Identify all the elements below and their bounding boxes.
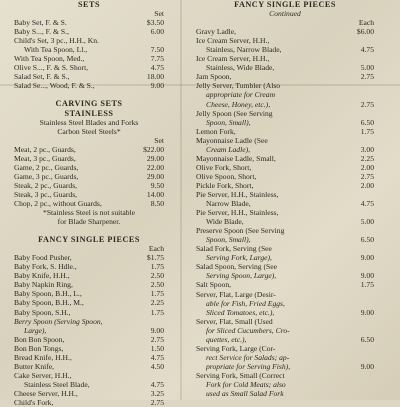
item-name: Baby Food Pusher,: [14, 253, 72, 263]
item-price: [160, 36, 164, 45]
item-name: Cake Server, H.H.,: [14, 370, 72, 380]
item-name: Server, Flat, Small (Used: [196, 316, 273, 326]
item-name: propriate for Serving Fish),: [206, 361, 291, 371]
item-price: 1.75: [360, 126, 374, 136]
item-name: Baby Spoon, B.H., M.,: [14, 298, 84, 308]
list-item: [196, 290, 374, 299]
item-price: [370, 136, 374, 145]
item-price: 2.75: [360, 99, 374, 109]
list-item: [196, 353, 374, 362]
item-price: [370, 81, 374, 90]
item-price: 9.50: [150, 180, 164, 190]
item-price: 2.50: [150, 271, 164, 281]
list-item: [196, 90, 374, 99]
item-name: Olive S..., F. & S. Short,: [14, 63, 89, 73]
item-price: [160, 371, 164, 380]
item-price: 3.00: [360, 144, 374, 154]
item-name: Lemon Fork,: [196, 126, 236, 136]
list-item: [196, 163, 374, 172]
sets-unit-label: Set: [154, 9, 164, 19]
item-name: Olive Spoon, Short,: [196, 171, 257, 181]
item-name: Game, 3 pc., Guards,: [14, 171, 79, 181]
item-name: rect Service for Salads; ap-: [206, 352, 290, 362]
list-item: [196, 280, 374, 289]
item-name: Olive Fork, Short,: [196, 162, 252, 172]
item-price: 29.00: [146, 153, 164, 163]
item-name: Stainless, Narrow Blade,: [206, 45, 282, 55]
item-name: Jam Spoon,: [196, 72, 232, 82]
item-price: 2.00: [360, 162, 374, 172]
item-name: Sliced Tomatoes, etc.),: [206, 307, 275, 317]
list-item: [196, 181, 374, 190]
carving-note: Stainless Steel Blades and Forks: [39, 117, 139, 127]
list-item: [196, 235, 374, 244]
item-name: Pickle Fork, Short,: [196, 180, 254, 190]
item-price: 29.00: [146, 171, 164, 181]
item-name: Salad Fork, Serving (See: [196, 244, 272, 254]
list-item: [196, 109, 374, 118]
item-name: Salad Set, F. & S.,: [14, 72, 70, 82]
item-name: Chop, 2 pc., without Guards,: [14, 198, 102, 208]
item-price: [370, 353, 374, 362]
item-name: Spoon, Small),: [206, 117, 251, 127]
item-price: $22.00: [143, 144, 164, 154]
item-name: Meat, 2 pc., Guards,: [14, 144, 76, 154]
list-item: [14, 362, 164, 371]
item-name: Baby Knife, H.H.,: [14, 271, 70, 281]
carving-note: Carbon Steel Steels*: [57, 126, 121, 136]
list-item: [14, 145, 164, 154]
list-item: [14, 289, 164, 298]
item-price: 6.00: [150, 27, 164, 37]
list-item: [14, 163, 164, 172]
item-name: Mayonnaise Ladle (See: [196, 135, 268, 145]
item-name: Mayonnaise Ladle, Small,: [196, 153, 276, 163]
item-price: 6.50: [360, 334, 374, 344]
left-column: [14, 0, 164, 407]
item-name: Meat, 3 pc., Guards,: [14, 153, 76, 163]
item-price: 2.25: [150, 298, 164, 308]
item-price: 9.00: [150, 81, 164, 91]
item-name: for Sliced Cucumbers, Cro-: [206, 325, 290, 335]
list-item: [196, 100, 374, 109]
footnote: *Stainless Steel is not suitable: [43, 208, 135, 218]
item-price: 4.50: [150, 361, 164, 371]
list-item: [14, 271, 164, 280]
item-price: $3.50: [146, 18, 164, 28]
item-price: 2.75: [360, 171, 374, 181]
list-item: [14, 181, 164, 190]
list-item: [14, 172, 164, 181]
item-price: 1.75: [150, 262, 164, 272]
item-price: 1.50: [150, 343, 164, 353]
list-item: [196, 389, 374, 398]
item-price: 9.00: [150, 325, 164, 335]
list-item: [196, 54, 374, 63]
item-name: Game, 2 pc., Guards,: [14, 162, 79, 172]
item-price: [370, 244, 374, 253]
item-name: used as Small Salad Fork: [206, 389, 284, 399]
list-item: [196, 199, 374, 208]
item-price: 2.75: [360, 72, 374, 82]
list-item: [14, 380, 164, 389]
item-name: Salad Se..., Wood, F. & S.,: [14, 81, 95, 91]
list-item: [14, 72, 164, 81]
item-price: [370, 109, 374, 118]
item-price: [370, 208, 374, 217]
fancy-single-pieces-heading: FANCY SINGLE PIECES: [38, 235, 140, 245]
item-name: Bon Bon Spoon,: [14, 334, 65, 344]
item-price: 14.00: [146, 189, 164, 199]
item-price: 2.75: [150, 397, 164, 407]
item-name: Bread Knife, H.H.,: [14, 352, 72, 362]
item-name: Jelly Spoon (See Serving: [196, 108, 273, 118]
item-name: Wide Blade,: [206, 217, 244, 227]
list-item: [14, 81, 164, 90]
item-price: 2.00: [360, 180, 374, 190]
list-item: [196, 371, 374, 380]
list-item: [196, 299, 374, 308]
list-item: [14, 326, 164, 335]
item-price: [370, 299, 374, 308]
right-column: [196, 0, 374, 398]
item-price: 4.75: [360, 45, 374, 55]
item-name: Fork for Cold Meats; also: [206, 379, 286, 389]
item-name: Steak, 3 pc., Guards,: [14, 189, 78, 199]
item-name: Cream Ladle),: [206, 144, 251, 154]
item-name: Stainless, Wide Blade,: [206, 63, 275, 73]
item-name: Steak, 2 pc., Guards,: [14, 180, 78, 190]
list-item: [196, 45, 374, 54]
item-price: $6.00: [356, 27, 374, 37]
item-price: 7.75: [150, 54, 164, 64]
list-item: [14, 371, 164, 380]
item-name: Butter Knife,: [14, 361, 55, 371]
item-name: appropriate for Cream: [206, 90, 276, 100]
item-name: Serving Fork, Small (Correct: [196, 370, 285, 380]
item-name: quettes, etc.),: [206, 334, 247, 344]
list-item: [196, 81, 374, 90]
item-name: Salad Spoon, Serving (See: [196, 262, 277, 272]
item-price: [370, 389, 374, 398]
item-price: 4.75: [150, 379, 164, 389]
item-price: 5.00: [360, 217, 374, 227]
item-price: 1.75: [150, 289, 164, 299]
item-price: 5.00: [360, 63, 374, 73]
item-price: 6.50: [360, 117, 374, 127]
list-item: [196, 172, 374, 181]
item-price: [370, 317, 374, 326]
item-price: 4.75: [150, 352, 164, 362]
item-name: Serving Spoon, Large),: [206, 271, 277, 281]
list-item: [196, 118, 374, 127]
list-item: [196, 154, 374, 163]
item-name: Gravy Ladle,: [196, 27, 237, 37]
list-item: [196, 145, 374, 154]
list-item: [196, 335, 374, 344]
list-item: [196, 217, 374, 226]
list-item: [14, 317, 164, 326]
list-item: [196, 27, 374, 36]
item-price: 2.75: [150, 334, 164, 344]
list-item: [196, 308, 374, 317]
item-price: [370, 226, 374, 235]
list-item: [196, 253, 374, 262]
item-price: 9.00: [360, 271, 374, 281]
item-name: Child's Fork,: [14, 397, 54, 407]
list-item: [14, 18, 164, 27]
item-name: Preserve Spoon (See Serving: [196, 226, 285, 236]
item-price: [370, 262, 374, 271]
item-price: 2.50: [150, 280, 164, 290]
list-item: [14, 36, 164, 45]
item-price: [370, 54, 374, 63]
item-name: Spoon, Small),: [206, 235, 251, 245]
carving-sets-subheading: STAINLESS: [64, 108, 114, 118]
list-item: [14, 262, 164, 271]
item-price: 4.75: [150, 63, 164, 73]
item-name: Child's Set, 3 pc., H.H., Kn.: [14, 36, 99, 46]
list-item: [14, 389, 164, 398]
fancy-list: [14, 253, 164, 316]
list-item: [196, 317, 374, 326]
item-price: 6.50: [360, 235, 374, 245]
list-item: [196, 36, 374, 45]
list-item: [14, 27, 164, 36]
item-name: Baby Spoon, B.H., L.,: [14, 289, 82, 299]
list-item: [14, 199, 164, 208]
list-item: [14, 353, 164, 362]
item-name: Cheese Server, H.H.,: [14, 388, 78, 398]
list-item: [14, 344, 164, 353]
item-name: Baby Spoon, S.H.,: [14, 307, 71, 317]
item-name: Berry Spoon (Serving Spoon,: [14, 316, 103, 326]
sets-list: [14, 18, 164, 90]
item-name: With Tea Spoon, Ll.,: [24, 45, 88, 55]
item-name: Baby Fork, S. Hdle.,: [14, 262, 77, 272]
item-price: [370, 190, 374, 199]
item-name: Baby S..., F. & S.,: [14, 27, 69, 37]
item-price: 22.00: [146, 162, 164, 172]
item-name: Pie Server, H.H., Stainless,: [196, 189, 279, 199]
item-name: Large),: [24, 325, 47, 335]
fancy-list-continued: [196, 27, 374, 398]
item-name: Salt Spoon,: [196, 280, 232, 290]
list-item: [14, 190, 164, 199]
item-price: 8.50: [150, 198, 164, 208]
item-name: Jelly Server, Tumbler (Also: [196, 81, 281, 91]
page-fold: [180, 0, 182, 400]
item-name: Pie Server, H.H., Stainless,: [196, 208, 279, 218]
continued-label: Continued: [269, 9, 301, 19]
list-item: [196, 127, 374, 136]
list-item: [14, 280, 164, 289]
item-name: Baby Set, F. & S.: [14, 18, 67, 28]
list-item: [196, 326, 374, 335]
list-item: [14, 54, 164, 63]
list-item: [14, 45, 164, 54]
list-item: [14, 398, 164, 407]
item-name: Cheese, Honey, etc.),: [206, 99, 271, 109]
item-name: Bon Bon Tongs,: [14, 343, 64, 353]
item-price: [370, 290, 374, 299]
list-item: [196, 190, 374, 199]
list-item: [196, 380, 374, 389]
footnote: for Blade Sharpener.: [57, 217, 121, 227]
item-name: Stainless Steel Blade,: [24, 379, 90, 389]
list-item: [14, 63, 164, 72]
carving-unit-label: Set: [154, 135, 164, 145]
item-name: Ice Cream Server, H.H.,: [196, 54, 270, 64]
item-price: 1.75: [360, 280, 374, 290]
list-item: [196, 344, 374, 353]
list-item: [196, 63, 374, 72]
fancy-single-pieces-heading: FANCY SINGLE PIECES: [234, 0, 336, 9]
list-item: [14, 253, 164, 262]
item-price: [370, 344, 374, 353]
item-price: 3.25: [150, 388, 164, 398]
carving-list: [14, 145, 164, 208]
list-item: [196, 362, 374, 371]
item-price: 7.50: [150, 45, 164, 55]
list-item: [196, 208, 374, 217]
item-name: Server, Flat, Large (Desir-: [196, 289, 276, 299]
item-name: With Tea Spoon, Med.,: [14, 54, 85, 64]
item-name: Narrow Blade,: [206, 199, 251, 209]
item-price: $1.75: [146, 253, 164, 263]
list-item: [14, 335, 164, 344]
item-price: 9.00: [360, 307, 374, 317]
list-item: [196, 244, 374, 253]
item-name: Baby Napkin Ring,: [14, 280, 73, 290]
sets-heading: SETS: [77, 0, 101, 9]
list-item: [196, 271, 374, 280]
item-price: 9.00: [360, 361, 374, 371]
item-price: 2.25: [360, 153, 374, 163]
item-price: 1.75: [150, 307, 164, 317]
list-item: [196, 226, 374, 235]
item-name: Serving Fork, Large (Cor-: [196, 343, 276, 353]
item-name: Serving Fork, Large),: [206, 253, 272, 263]
list-item: [196, 136, 374, 145]
item-price: [370, 371, 374, 380]
carving-sets-heading: CARVING SETS: [55, 99, 123, 109]
item-price: [370, 326, 374, 335]
item-price: 4.75: [360, 199, 374, 209]
list-item: [196, 262, 374, 271]
list-item: [196, 72, 374, 81]
fancy-unit-label: Each: [148, 244, 164, 254]
item-name: Ice Cream Server, H.H.,: [196, 36, 270, 46]
item-name: able for Fish, Fried Eggs,: [206, 298, 285, 308]
item-price: [370, 380, 374, 389]
list-item: [14, 154, 164, 163]
list-item: [14, 298, 164, 307]
unit-label: Each: [358, 18, 374, 28]
fancy-list-continued: [14, 335, 164, 407]
item-price: 18.00: [146, 72, 164, 82]
item-price: [370, 36, 374, 45]
list-item: [14, 308, 164, 317]
item-price: 9.00: [360, 253, 374, 263]
item-price: [370, 90, 374, 99]
